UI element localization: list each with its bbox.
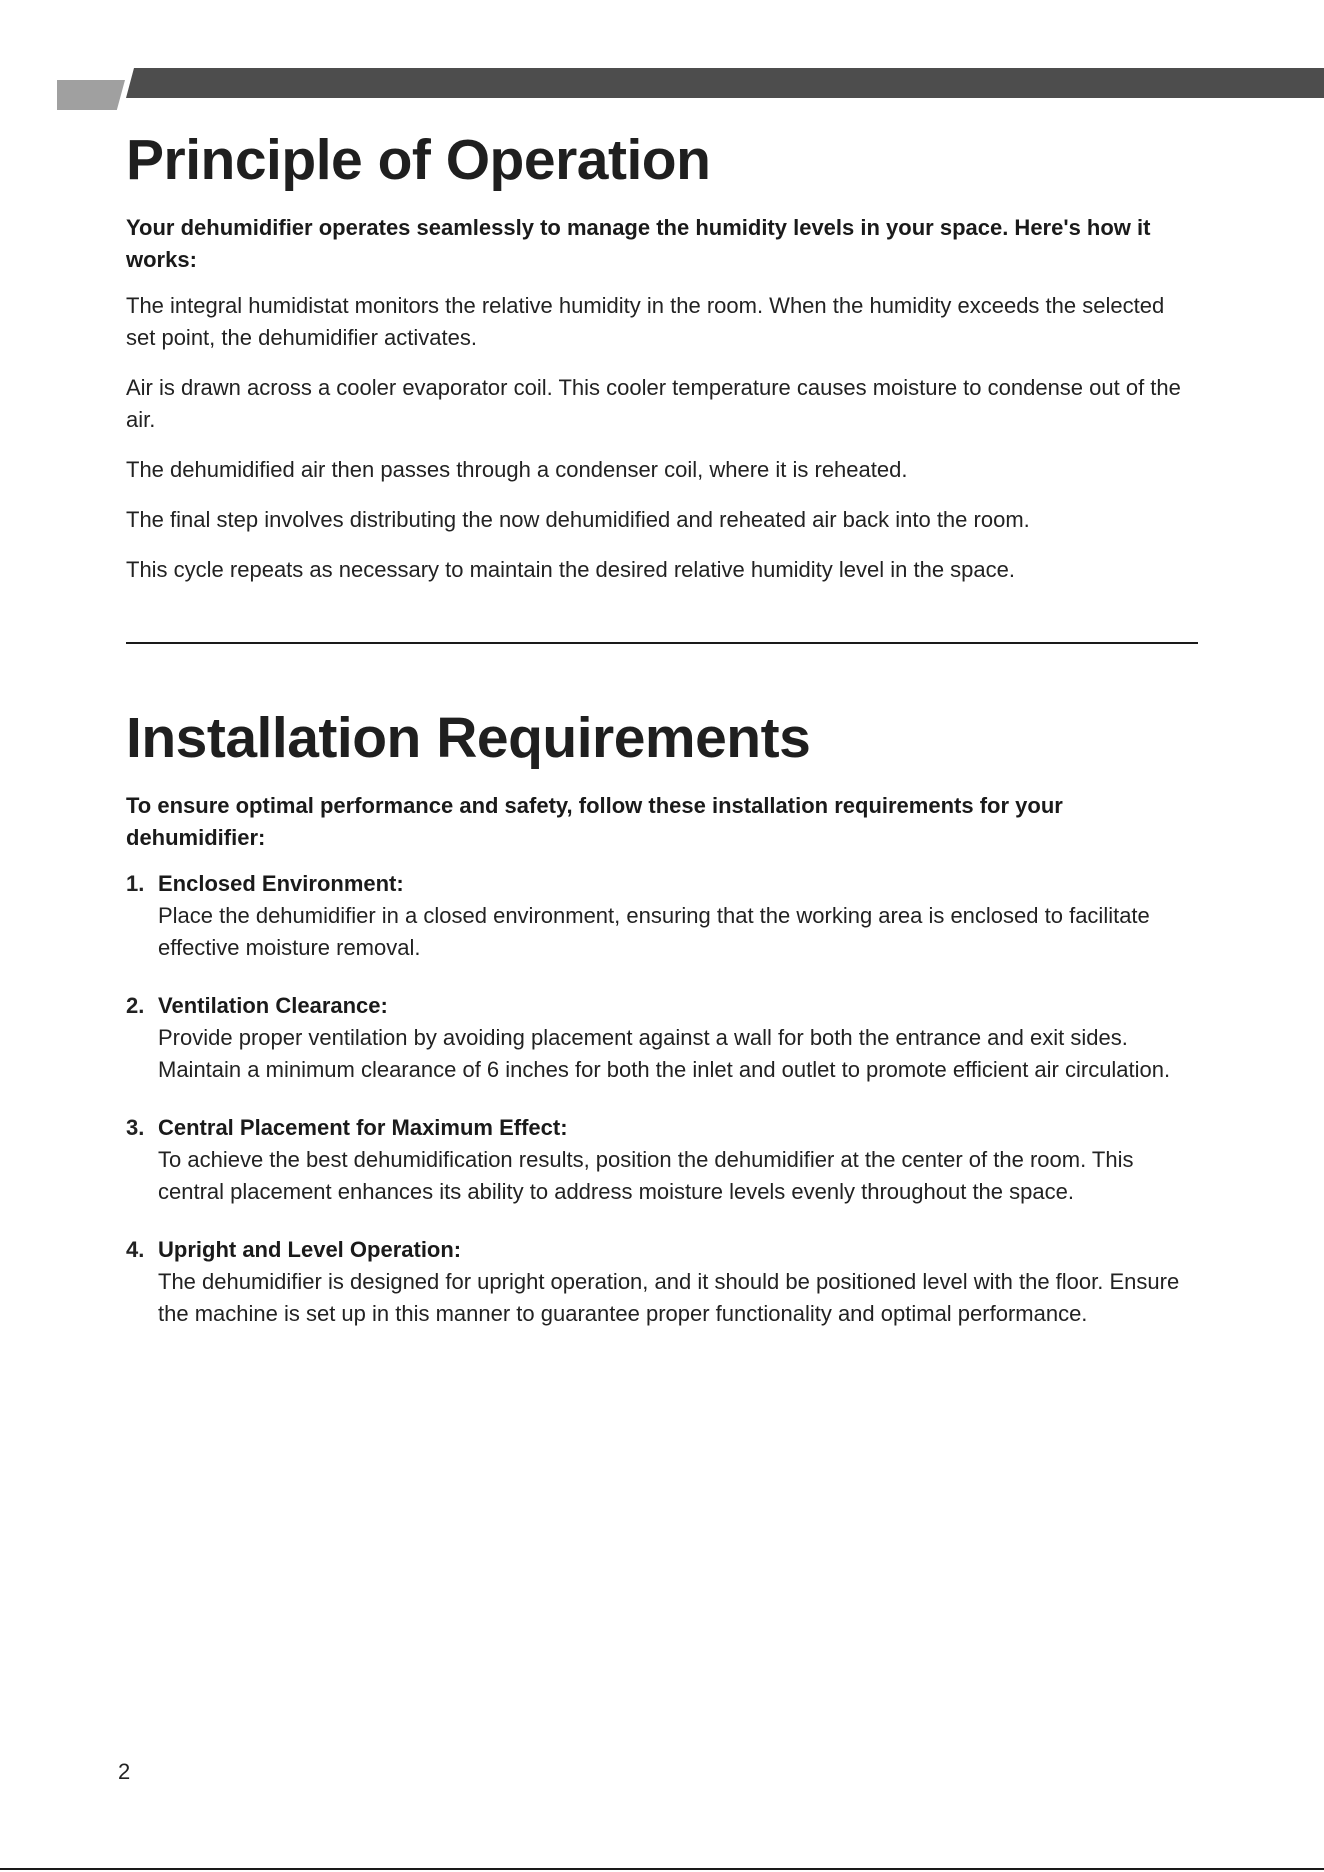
paragraph: The dehumidified air then passes through a condenser coil, where it is reheated. <box>126 457 908 482</box>
bottom-rule <box>0 1868 1324 1870</box>
list-item-title: Enclosed Environment: <box>158 871 404 896</box>
list-item-number: 1. <box>126 871 145 896</box>
list-item-body: Provide proper ventilation by avoiding placement against a wall for both the entrance and exit sides. Maintain a minimum clearance of 6 inches for both the inlet and outlet to promote efficient air circulation. <box>158 1025 1171 1082</box>
list-item <box>126 1112 1198 1208</box>
list-item-title: Upright and Level Operation: <box>158 1237 462 1262</box>
section-title-principle-of-operation: Principle of Operation <box>126 128 711 192</box>
list-item-body: Place the dehumidifier in a closed environment, ensuring that the working area is enclosed to facilitate effective moisture removal. <box>158 903 1150 960</box>
list-item <box>126 990 1198 1086</box>
section-lead: To ensure optimal performance and safety, follow these installation requirements for your dehumidifier: <box>126 793 1063 850</box>
section-lead: Your dehumidifier operates seamlessly to manage the humidity levels in your space. Here's how it works: <box>126 215 1151 272</box>
list-item <box>126 1234 1198 1330</box>
section-title-installation-requirements: Installation Requirements <box>126 706 811 770</box>
requirements-list <box>126 868 1198 1330</box>
list-item-number: 3. <box>126 1115 145 1140</box>
paragraph: This cycle repeats as necessary to maintain the desired relative humidity level in the space. <box>126 557 1015 582</box>
paragraph: Air is drawn across a cooler evaporator coil. This cooler temperature causes moisture to condense out of the air. <box>126 375 1181 432</box>
list-item-title: Ventilation Clearance: <box>158 993 388 1018</box>
paragraph: The final step involves distributing the now dehumidified and reheated air back into the room. <box>126 507 1030 532</box>
section-divider <box>126 642 1198 644</box>
list-item-number: 4. <box>126 1237 145 1262</box>
paragraph: The integral humidistat monitors the relative humidity in the room. When the humidity exceeds the selected set point, the dehumidifier activates. <box>126 293 1165 350</box>
list-item-body: To achieve the best dehumidification results, position the dehumidifier at the center of the room. This central placement enhances its ability to address moisture levels evenly throughout the space. <box>158 1147 1134 1204</box>
list-item-body: The dehumidifier is designed for upright operation, and it should be positioned level with the floor. Ensure the machine is set up in this manner to guarantee proper functionality and optimal performance. <box>158 1269 1180 1326</box>
list-item <box>126 868 1198 964</box>
list-item-title: Central Placement for Maximum Effect: <box>158 1115 568 1140</box>
page-number: 2 <box>118 1759 131 1784</box>
header-tab-accent <box>57 80 125 110</box>
page-content <box>126 118 1198 1356</box>
header-bar <box>126 68 1324 98</box>
list-item-number: 2. <box>126 993 145 1018</box>
